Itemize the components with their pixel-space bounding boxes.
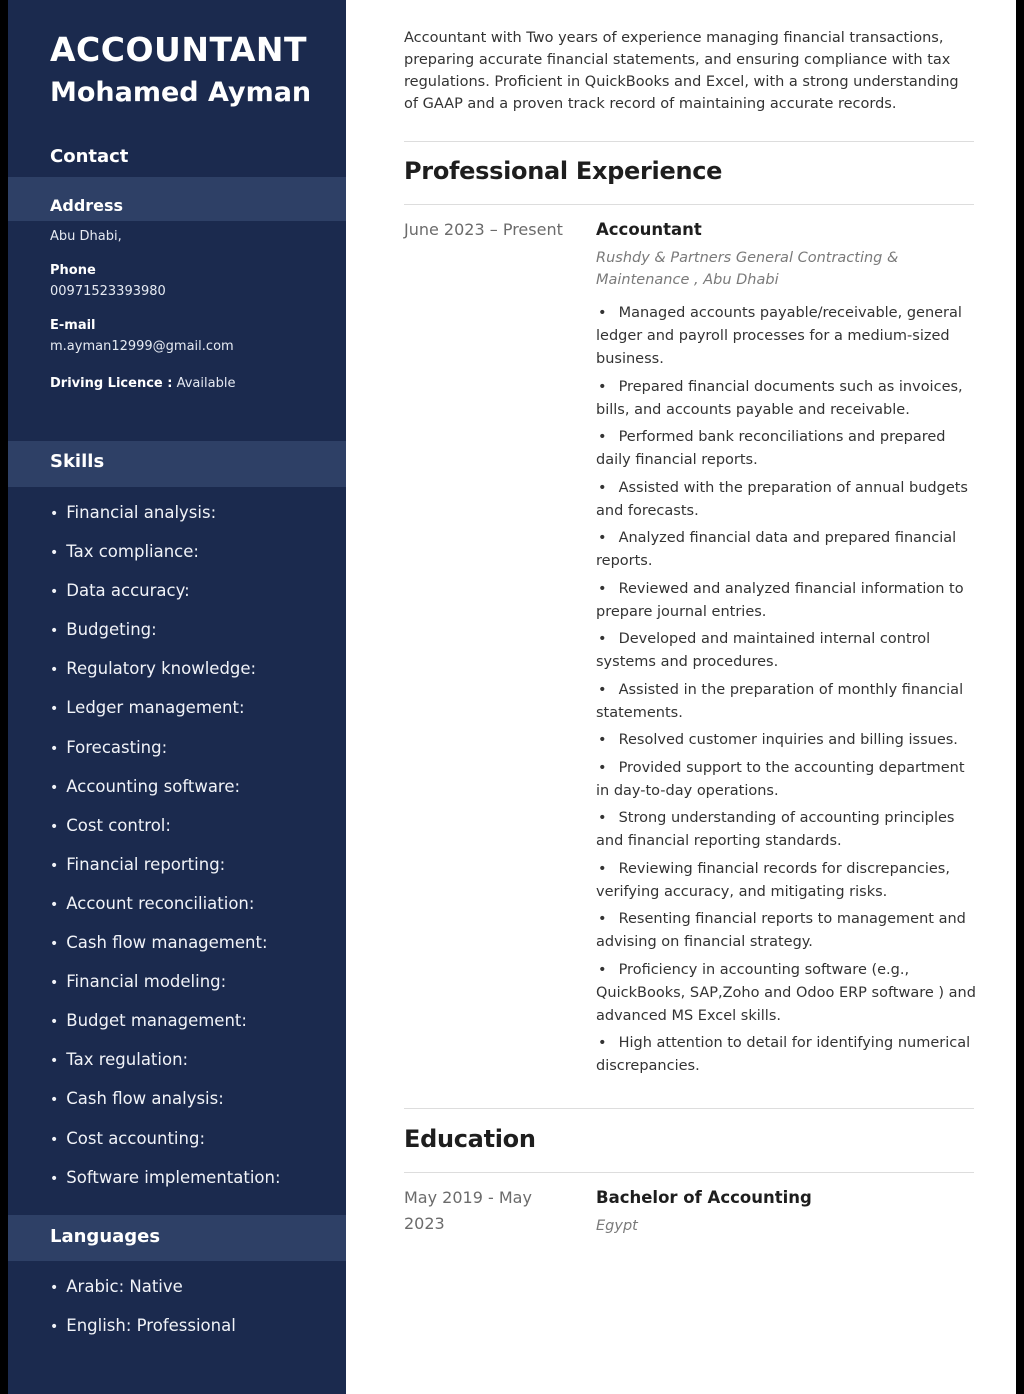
licence-label: Driving Licence :: [50, 376, 173, 391]
job-role-title: ACCOUNTANT: [50, 30, 308, 69]
skill-item: • Data accuracy:: [50, 580, 281, 619]
duty-item: • Proficiency in accounting software (e.g., QuickBooks, SAP,Zoho and Odoo ERP software ) and advanced MS Excel skills.: [596, 959, 976, 1028]
skills-band: [8, 441, 346, 487]
duty-item: • Developed and maintained internal control systems and procedures.: [596, 628, 976, 674]
duty-item: • High attention to detail for identifying numerical discrepancies.: [596, 1032, 976, 1078]
skill-item: • Budget management:: [50, 1010, 281, 1049]
profile-summary: Accountant with Two years of experience managing financial transactions, preparing accurate financial statements, and ensuring compliance with tax regulations. Proficient in QuickBooks and Excel, with a strong understanding of GAAP and a proven track record of maintaining accurate records.: [404, 30, 959, 112]
duty-item: • Managed accounts payable/receivable, general ledger and payroll processes for a medium-sized business.: [596, 302, 976, 371]
skill-item: • Cost control:: [50, 815, 281, 854]
phone-value: 00971523393980: [50, 284, 166, 299]
languages-list: [50, 1276, 236, 1354]
skill-item: • Software implementation:: [50, 1167, 281, 1206]
licence-value: Available: [176, 376, 236, 391]
languages-band: [8, 1215, 346, 1261]
duty-item: • Reviewing financial records for discrepancies, verifying accuracy, and mitigating risks.: [596, 858, 976, 904]
duty-item: • Assisted with the preparation of annual budgets and forecasts.: [596, 477, 976, 523]
address-label: Address: [50, 196, 124, 215]
skill-item: • Financial modeling:: [50, 971, 281, 1010]
skill-item: • Financial analysis:: [50, 502, 281, 541]
divider: [404, 1108, 974, 1109]
skill-item: • Budgeting:: [50, 619, 281, 658]
education-heading: Education: [404, 1125, 536, 1153]
skill-item: • Cash flow management:: [50, 932, 281, 971]
language-item: • Arabic: Native: [50, 1276, 236, 1315]
languages-heading: Languages: [50, 1226, 161, 1247]
experience-date: June 2023 – Present: [404, 220, 563, 239]
language-item: • English: Professional: [50, 1315, 236, 1354]
duty-item: • Performed bank reconciliations and prepared daily financial reports.: [596, 426, 976, 472]
skill-item: • Cost accounting:: [50, 1128, 281, 1167]
skill-item: • Accounting software:: [50, 776, 281, 815]
divider: [404, 141, 974, 142]
address-value: Abu Dhabi,: [50, 229, 122, 244]
experience-company: Rushdy & Partners General Contracting & Maintenance , Abu Dhabi: [596, 250, 899, 288]
divider: [404, 1172, 974, 1173]
duty-item: • Prepared financial documents such as invoices, bills, and accounts payable and receivable.: [596, 376, 976, 422]
driving-licence: [50, 376, 235, 391]
phone-label: Phone: [50, 263, 96, 278]
address-band: [8, 177, 346, 221]
duty-item: • Assisted in the preparation of monthly financial statements.: [596, 679, 976, 725]
email-value: m.ayman12999@gmail.com: [50, 339, 234, 354]
email-label: E-mail: [50, 318, 96, 333]
experience-duties-list: [596, 302, 976, 1083]
skills-heading: Skills: [50, 451, 105, 472]
skill-item: • Account reconciliation:: [50, 893, 281, 932]
sidebar: [8, 0, 346, 1394]
skill-item: • Tax compliance:: [50, 541, 281, 580]
experience-heading: Professional Experience: [404, 157, 723, 185]
skills-list: [50, 502, 281, 1206]
person-name: Mohamed Ayman: [50, 77, 312, 108]
skill-item: • Financial reporting:: [50, 854, 281, 893]
resume-page: [8, 0, 1016, 1394]
skill-item: • Forecasting:: [50, 737, 281, 776]
education-date: May 2019 - May 2023: [404, 1188, 532, 1233]
skill-item: • Ledger management:: [50, 697, 281, 736]
experience-job-title: Accountant: [596, 220, 702, 239]
skill-item: • Regulatory knowledge:: [50, 658, 281, 697]
skill-item: • Tax regulation:: [50, 1049, 281, 1088]
duty-item: • Provided support to the accounting department in day-to-day operations.: [596, 757, 976, 803]
divider: [404, 204, 974, 205]
contact-heading: Contact: [50, 146, 129, 167]
duty-item: • Strong understanding of accounting principles and financial reporting standards.: [596, 807, 976, 853]
skill-item: • Cash flow analysis:: [50, 1088, 281, 1127]
education-degree: Bachelor of Accounting: [596, 1188, 812, 1207]
duty-item: • Reviewed and analyzed financial information to prepare journal entries.: [596, 578, 976, 624]
duty-item: • Analyzed financial data and prepared financial reports.: [596, 527, 976, 573]
duty-item: • Resolved customer inquiries and billing issues.: [596, 729, 976, 752]
education-location: Egypt: [596, 1218, 638, 1234]
duty-item: • Resenting financial reports to management and advising on financial strategy.: [596, 908, 976, 954]
